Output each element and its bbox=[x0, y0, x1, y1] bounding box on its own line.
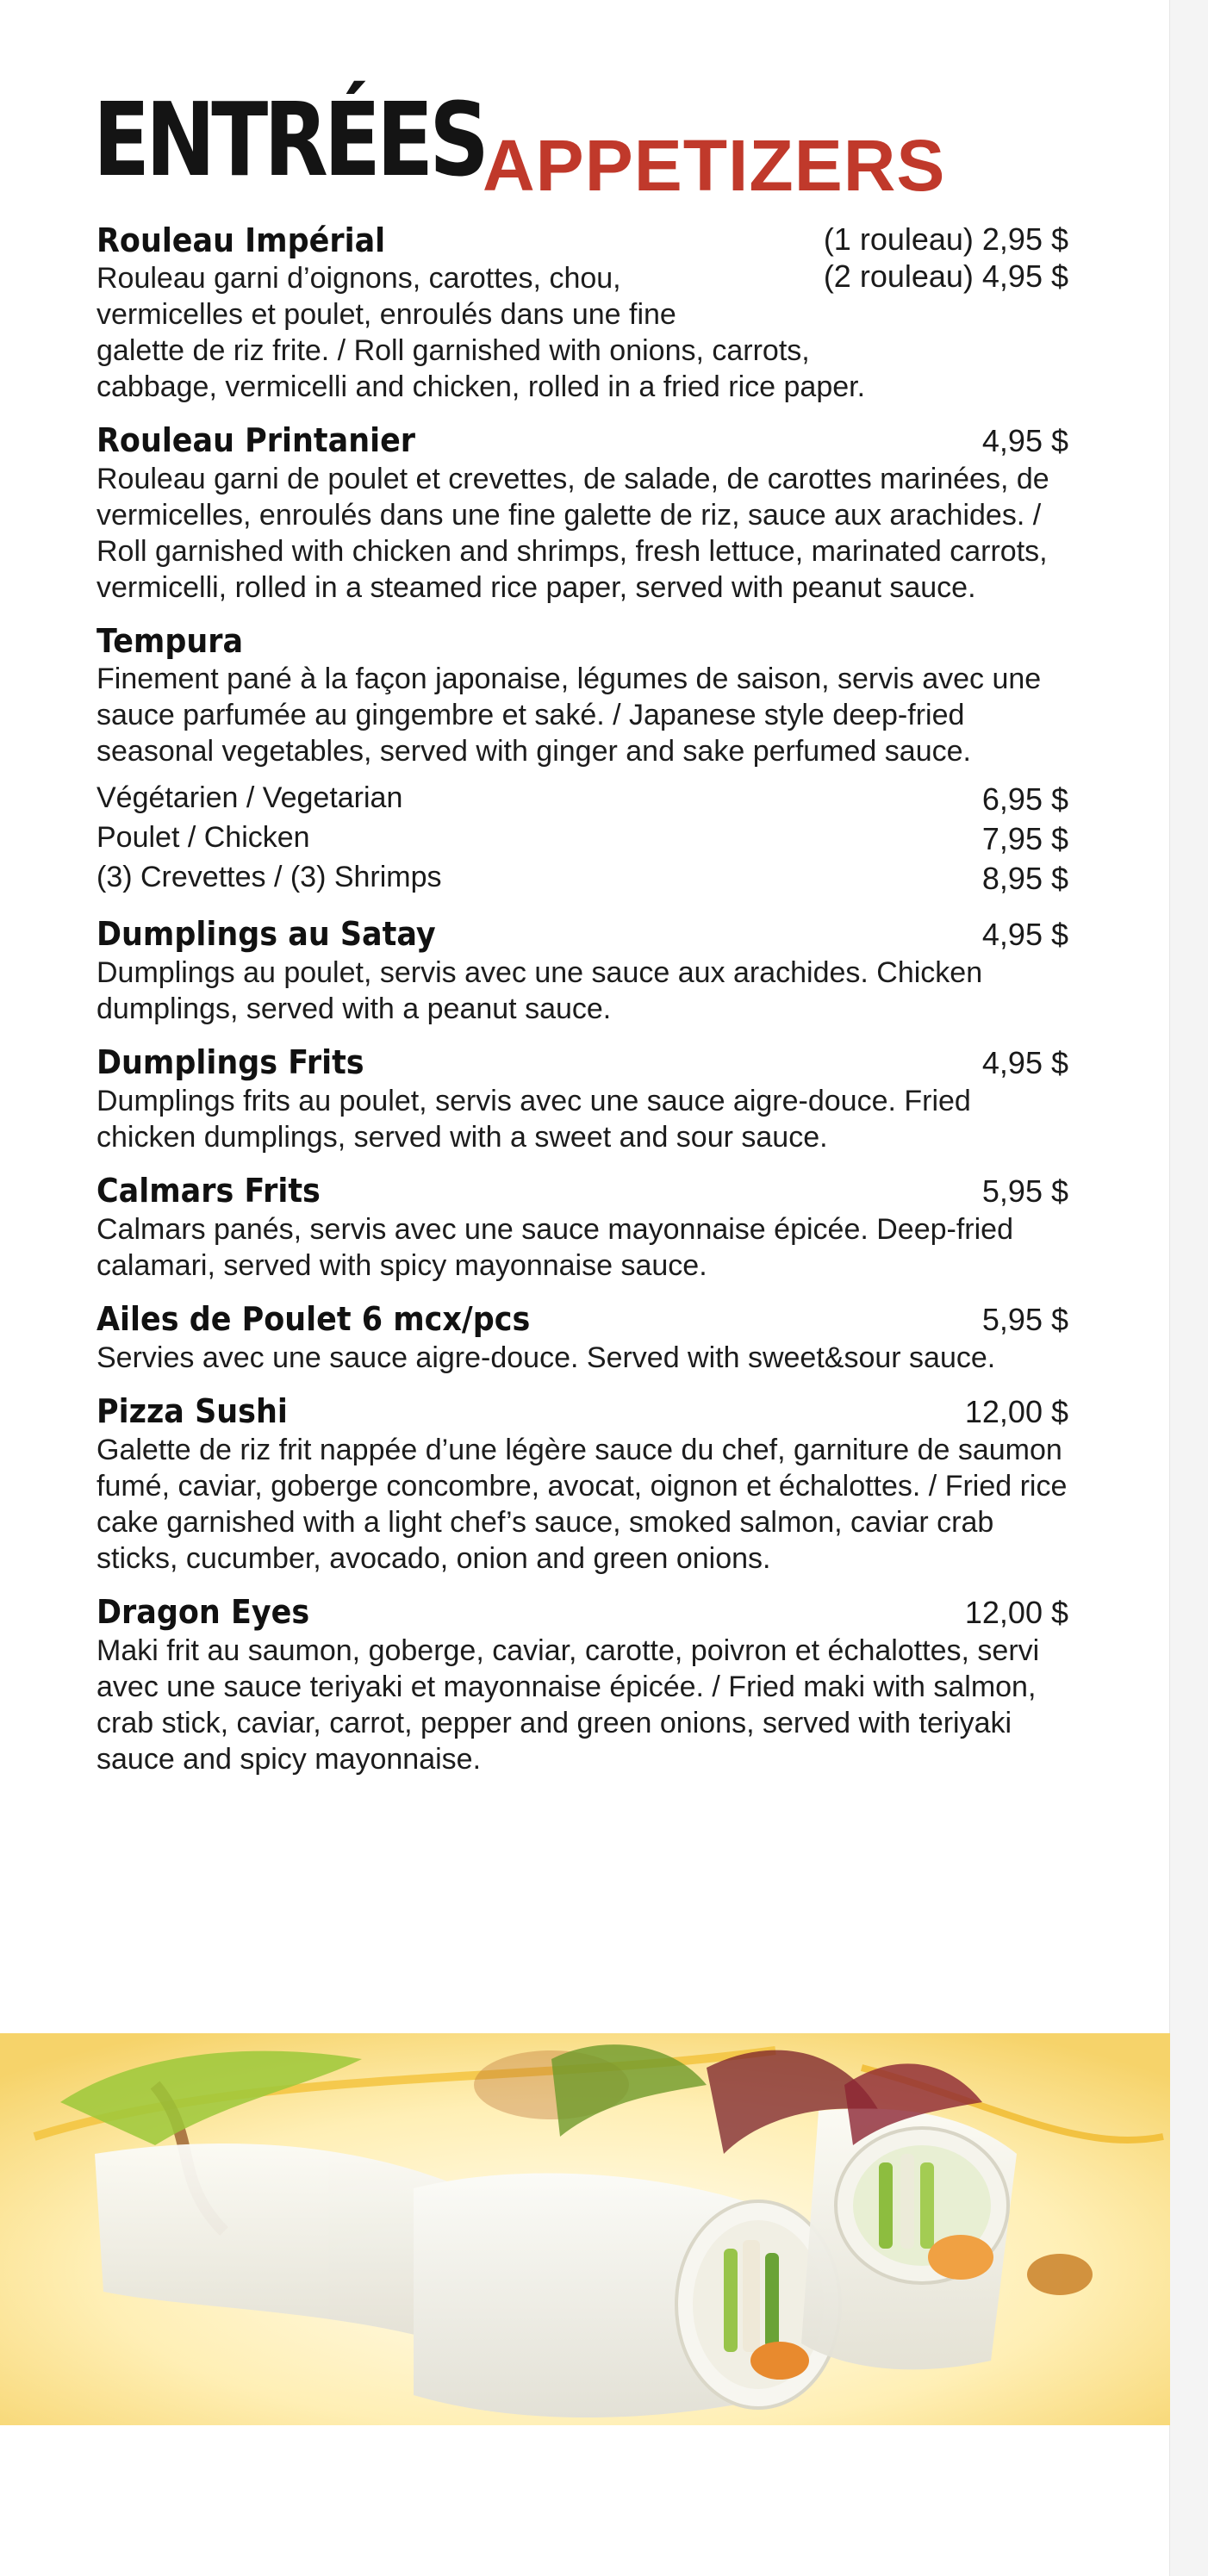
item-prices bbox=[824, 221, 1068, 333]
item-price: 4,95 $ bbox=[981, 423, 1068, 458]
page-edge bbox=[1169, 0, 1208, 2576]
variant-price: 6,95 $ bbox=[981, 781, 1068, 817]
menu-item-ailes-poulet bbox=[97, 1299, 1068, 1376]
item-name: Dumplings au Satay bbox=[97, 915, 436, 953]
item-description: Finement pané à la façon japonaise, légumes de saison, servis avec une sauce parfumée au gingembre et saké. / Japanese style deep-fried seasonal vegetables, served with ginger and sake perfumed sauce. bbox=[97, 663, 1042, 768]
title-english: APPETIZERS bbox=[483, 125, 946, 206]
item-name: Dumplings Frits bbox=[97, 1043, 364, 1081]
item-name: Rouleau Printanier bbox=[97, 421, 416, 459]
item-description: Servies avec une sauce aigre-douce. Served with sweet&sour sauce. bbox=[97, 1341, 996, 1374]
menu-list bbox=[97, 221, 1068, 1793]
item-price-single: (1 rouleau) 2,95 $ bbox=[823, 221, 1068, 257]
spring-rolls-illustration bbox=[0, 2033, 1170, 2425]
variant-label: (3) Crevettes / (3) Shrimps bbox=[97, 861, 442, 893]
item-description-cont: galette de riz frite. / Roll garnished with onions, carrots, cabbage, vermicelli and chicken, rolled in a fried rice paper. bbox=[97, 334, 866, 403]
item-description: Dumplings frits au poulet, servis avec une sauce aigre-douce. Fried chicken dumplings, served with a sweet and sour sauce. bbox=[97, 1085, 971, 1154]
item-price: 4,95 $ bbox=[981, 917, 1068, 952]
variant-chicken bbox=[97, 819, 1068, 859]
item-price: 4,95 $ bbox=[981, 1045, 1068, 1080]
item-name: Rouleau Impérial bbox=[97, 221, 386, 259]
item-price: 5,95 $ bbox=[981, 1302, 1068, 1337]
variant-vegetarian bbox=[97, 780, 1068, 819]
item-description: Calmars panés, servis avec une sauce mayonnaise épicée. Deep-fried calamari, served with spicy mayonnaise sauce. bbox=[97, 1213, 1013, 1282]
title-french: ENTRÉES bbox=[93, 80, 486, 199]
tempura-variants bbox=[97, 780, 1068, 899]
variant-price: 7,95 $ bbox=[981, 821, 1068, 856]
menu-item-dumplings-frits bbox=[97, 1042, 1068, 1155]
menu-header bbox=[93, 79, 1084, 208]
variant-label: Végétarien / Vegetarian bbox=[97, 781, 403, 814]
menu-item-rouleau-printanier bbox=[97, 420, 1068, 606]
item-description: Galette de riz frit nappée d’une légère sauce du chef, garniture de saumon fumé, caviar, goberge concombre, avocat, oignon et échalottes. / Fried rice cake garnished with a light chef’s sauce, smoked salmon, caviar crab sticks, cucumber, avocado, onion and green onions. bbox=[97, 1434, 1068, 1575]
item-description: Dumplings au poulet, servis avec une sauce aux arachides. Chicken dumplings, served with a peanut sauce. bbox=[97, 956, 983, 1025]
item-price: 12,00 $ bbox=[964, 1394, 1068, 1429]
item-name: Dragon Eyes bbox=[97, 1593, 310, 1631]
menu-item-rouleau-imperial bbox=[97, 221, 1068, 405]
variant-shrimps bbox=[97, 859, 1068, 899]
variant-label: Poulet / Chicken bbox=[97, 821, 310, 854]
item-price: 12,00 $ bbox=[964, 1595, 1068, 1630]
item-description: Rouleau garni d’oignons, carottes, chou, vermicelles et poulet, enroulés dans une fine bbox=[97, 262, 676, 331]
item-description: Maki frit au saumon, goberge, caviar, carotte, poivron et échalottes, servi avec une sauce teriyaki et mayonnaise épicée. / Fried maki with salmon, crab stick, caviar, carrot, pepper and green onions, served with teriyaki sauce and spicy mayonnaise. bbox=[97, 1634, 1040, 1776]
item-price: 5,95 $ bbox=[981, 1173, 1068, 1209]
menu-item-dumplings-satay bbox=[97, 914, 1068, 1027]
menu-item-calmars-frits bbox=[97, 1171, 1068, 1284]
menu-item-pizza-sushi bbox=[97, 1391, 1068, 1577]
item-name: Ailes de Poulet 6 mcx/pcs bbox=[97, 1300, 531, 1338]
item-name: Pizza Sushi bbox=[97, 1392, 288, 1430]
item-name: Calmars Frits bbox=[97, 1172, 321, 1210]
spring-rolls-photo bbox=[0, 2033, 1170, 2425]
variant-price: 8,95 $ bbox=[981, 861, 1068, 896]
item-name: Tempura bbox=[97, 622, 244, 660]
item-price-double: (2 rouleau) 4,95 $ bbox=[823, 258, 1068, 294]
menu-item-tempura bbox=[97, 621, 1068, 899]
menu-item-dragon-eyes bbox=[97, 1592, 1068, 1777]
item-description: Rouleau garni de poulet et crevettes, de salade, de carottes marinées, de vermicelles, enroulés dans une fine galette de riz, sauce aux arachides. / Roll garnished with chicken and shrimps, fresh lettuce, marinated carrots, vermicelli, rolled in a steamed rice paper, served with peanut sauce. bbox=[97, 463, 1049, 604]
